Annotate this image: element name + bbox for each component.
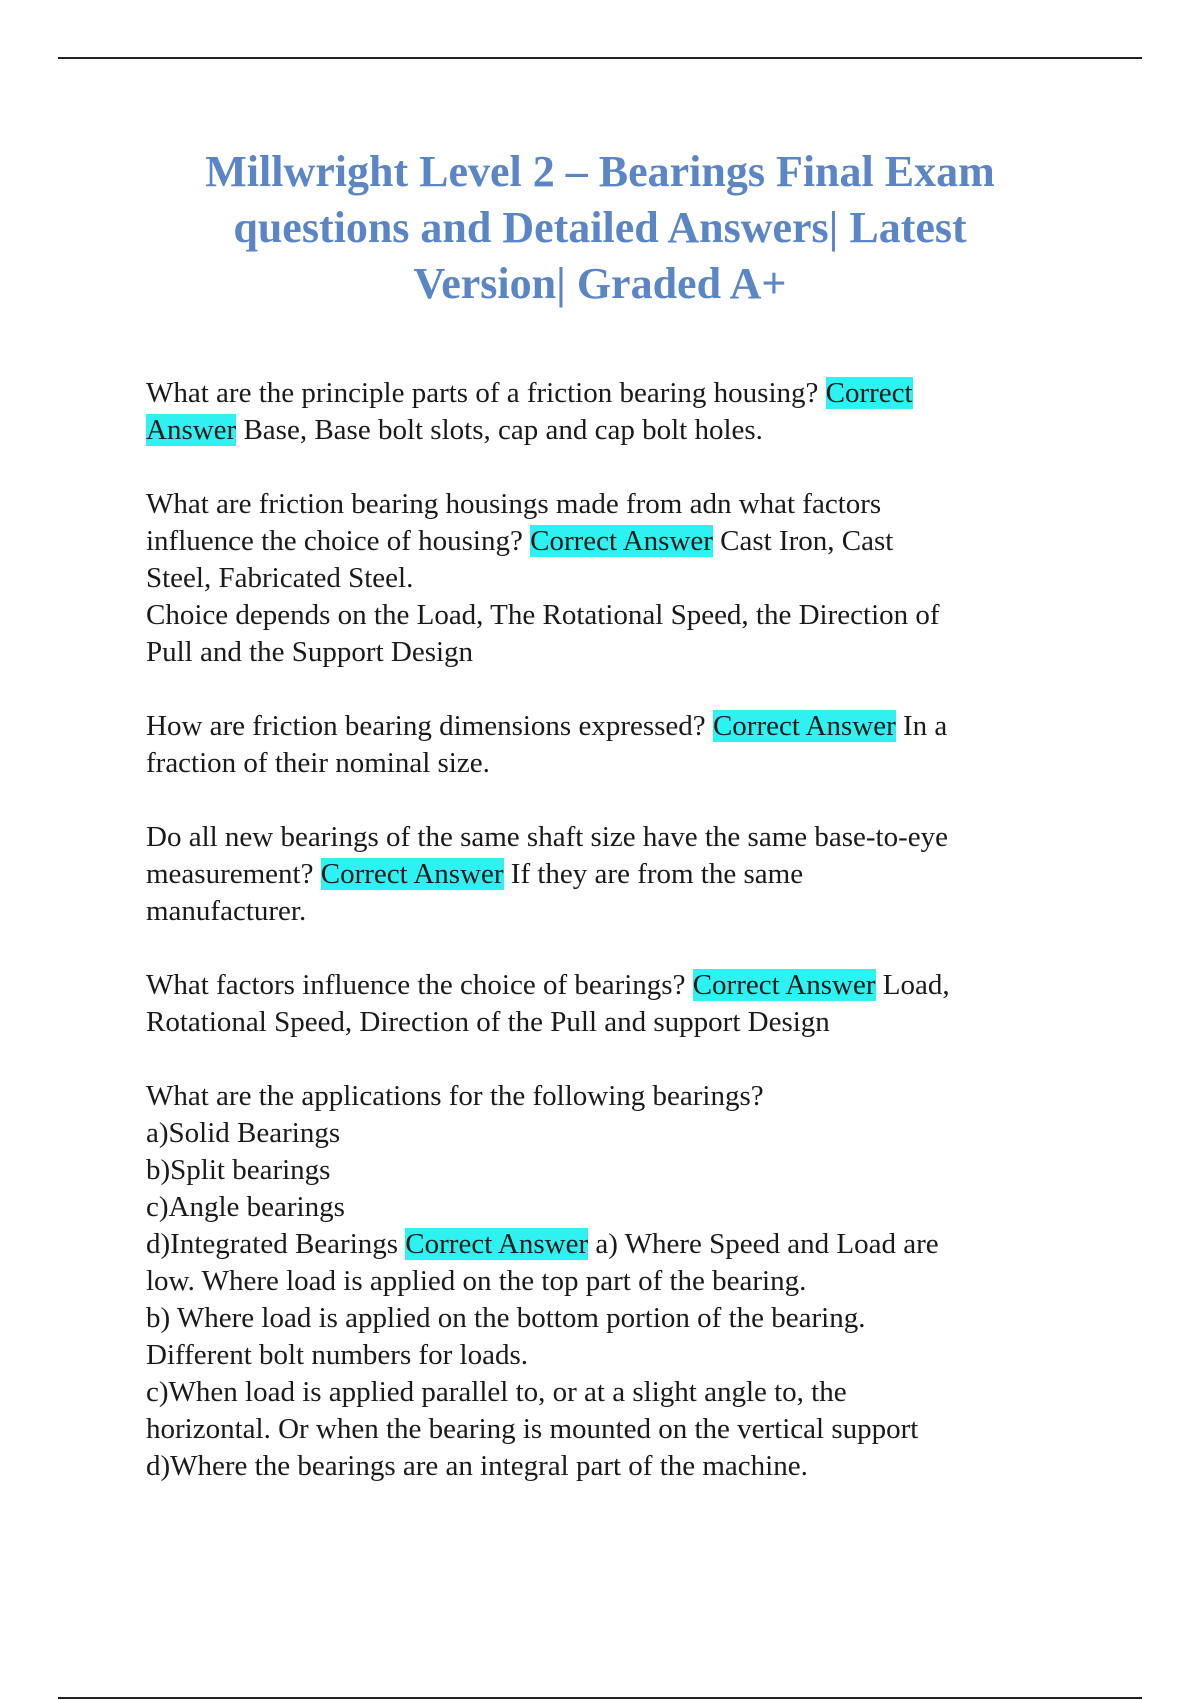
correct-answer-label: Correct Answer (692, 969, 876, 1001)
answer-text: If they are from the same (503, 858, 804, 890)
answer-text: Choice depends on the Load, The Rotational Speed, the Direction of (146, 599, 940, 631)
correct-answer-label: Correct Answer (320, 858, 504, 890)
question-text: influence the choice of housing? (146, 525, 531, 557)
text-line (146, 412, 1066, 449)
answer-text: Pull and the Support Design (146, 636, 474, 668)
question-text: measurement? (146, 858, 321, 890)
question-text: What factors influence the choice of bearings? (146, 969, 693, 1001)
qa-list (146, 375, 1066, 1522)
answer-text: a) Where Speed and Load are (588, 1228, 939, 1260)
answer-text: fraction of their nominal size. (146, 747, 490, 779)
answer-text: Different bolt numbers for loads. (146, 1339, 529, 1371)
answer-text: Base, Base bolt slots, cap and cap bolt holes. (236, 414, 763, 446)
text-line (146, 523, 1066, 560)
qa-item-4 (146, 819, 1066, 930)
title-line-2: questions and Detailed Answers| Latest (233, 203, 967, 252)
answer-text: low. Where load is applied on the top part of the bearing. (146, 1265, 807, 1297)
question-text: d)Integrated Bearings (146, 1228, 406, 1260)
correct-answer-label: Correct (825, 377, 913, 409)
answer-text: In a (895, 710, 948, 742)
bottom-rule (58, 1697, 1142, 1699)
answer-text: horizontal. Or when the bearing is mounted on the vertical support (146, 1413, 919, 1445)
answer-text: d)Where the bearings are an integral part of the machine. (146, 1450, 808, 1482)
question-text: a)Solid Bearings (146, 1117, 341, 1149)
answer-text: b) Where load is applied on the bottom portion of the bearing. (146, 1302, 866, 1334)
answer-text: Steel, Fabricated Steel. (146, 562, 414, 594)
text-line (146, 708, 1066, 745)
correct-answer-label: Correct Answer (712, 710, 896, 742)
qa-item-6 (146, 1078, 1066, 1485)
question-text: What are the principle parts of a friction bearing housing? (146, 377, 826, 409)
text-line (146, 1226, 1066, 1263)
qa-item-5 (146, 967, 1066, 1041)
question-text: What are friction bearing housings made from adn what factors (146, 488, 882, 520)
document-title (140, 144, 1060, 312)
answer-text: Cast Iron, Cast (712, 525, 894, 557)
qa-item-2 (146, 486, 1066, 671)
question-text: How are friction bearing dimensions expressed? (146, 710, 713, 742)
question-text: b)Split bearings (146, 1154, 331, 1186)
question-text: c)Angle bearings (146, 1191, 345, 1223)
qa-item-3 (146, 708, 1066, 782)
correct-answer-label: Correct Answer (530, 525, 713, 557)
top-rule (58, 57, 1142, 59)
title-line-1: Millwright Level 2 – Bearings Final Exam (205, 147, 995, 196)
question-text: Do all new bearings of the same shaft size have the same base-to-eye (146, 821, 949, 853)
text-line (146, 856, 1066, 893)
answer-text: Rotational Speed, Direction of the Pull and support Design (146, 1006, 830, 1038)
title-line-3: Version| Graded A+ (413, 259, 787, 308)
correct-answer-label: Answer (146, 414, 237, 446)
answer-text: c)When load is applied parallel to, or at a slight angle to, the (146, 1376, 847, 1408)
text-line (146, 967, 1066, 1004)
qa-item-1 (146, 375, 1066, 449)
answer-text: Load, (875, 969, 950, 1001)
question-text: What are the applications for the following bearings? (146, 1080, 764, 1112)
correct-answer-label: Correct Answer (405, 1228, 589, 1260)
text-line (146, 375, 1066, 412)
answer-text: manufacturer. (146, 895, 307, 927)
